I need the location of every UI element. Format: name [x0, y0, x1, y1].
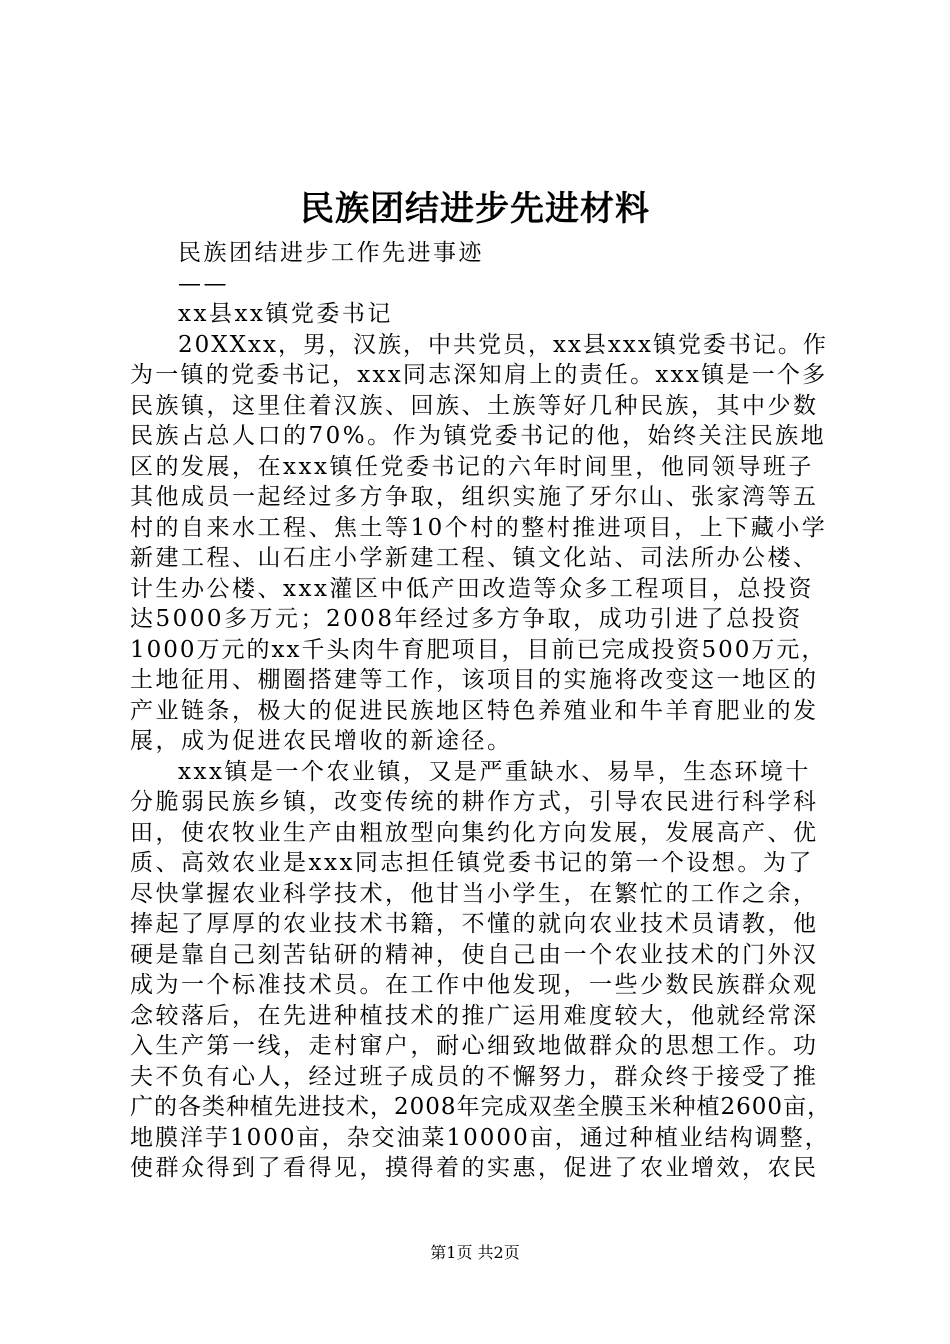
paragraph-line: 成为一个标准技术员。在工作中他发现，一些少数民族群众观	[130, 972, 819, 998]
document-title: 民族团结进步先进材料	[300, 189, 650, 229]
author-line: xx县xx镇党委书记	[178, 301, 393, 327]
paragraph-line: 硬是靠自己刻苦钻研的精神，使自己由一个农业技术的门外汉	[130, 941, 819, 968]
paragraph-line: 尽快掌握农业科学技术，他甘当小学生，在繁忙的工作之余，	[130, 880, 819, 907]
paragraph-line: 产业链条，极大的促进民族地区特色养殖业和牛羊育肥业的发	[130, 697, 819, 724]
paragraph-line: 计生办公楼、xxx灌区中低产田改造等众多工程项目，总投资	[130, 575, 814, 602]
paragraph-line: 民族占总人口的70%。作为镇党委书记的他，始终关注民族地	[130, 423, 827, 449]
paragraph-line: 入生产第一线，走村窜户，耐心细致地做群众的思想工作。功	[130, 1033, 819, 1059]
document-body	[130, 238, 830, 1184]
paragraph-line: 展，成为促进农民增收的新途径。	[130, 728, 513, 754]
paragraph-line: 质、高效农业是xxx同志担任镇党委书记的第一个设想。为了	[130, 850, 814, 876]
paragraph-line: 捧起了厚厚的农业技术书籍，不懂的就向农业技术员请教，他	[130, 911, 819, 937]
paragraph-line: 地膜洋芋1000亩，杂交油菜10000亩，通过种植业结构调整，	[130, 1124, 830, 1151]
paragraph-line: 广的各类种植先进技术，2008年完成双垄全膜玉米种植2600亩，	[130, 1094, 832, 1120]
paragraph-line: xxx镇是一个农业镇，又是严重缺水、易旱，生态环境十	[178, 758, 811, 785]
paragraph-line: 新建工程、山石庄小学新建工程、镇文化站、司法所办公楼、	[130, 545, 819, 571]
paragraph-line: 其他成员一起经过多方争取，组织实施了牙尔山、张家湾等五	[130, 484, 819, 510]
paragraph-line: 夫不负有心人，经过班子成员的不懈努力，群众终于接受了推	[130, 1063, 819, 1090]
paragraph-line: 为一镇的党委书记，xxx同志深知肩上的责任。xxx镇是一个多	[130, 362, 828, 388]
paragraph-line: 20XXxx，男，汉族，中共党员，xx县xxx镇党委书记。作	[178, 331, 828, 358]
paragraph-line: 田，使农牧业生产由粗放型向集约化方向发展，发展高产、优	[130, 819, 819, 846]
paragraph-line: 1000万元的xx千头肉牛育肥项目，目前已完成投资500万元，	[130, 636, 827, 663]
paragraph-line: 民族镇，这里住着汉族、回族、土族等好几种民族，其中少数	[130, 392, 819, 419]
page-footer: 第1页 共2页	[430, 1243, 520, 1262]
paragraph-line: 达5000多万元；2008年经过多方争取，成功引进了总投资	[130, 606, 803, 632]
paragraph-line: 区的发展，在xxx镇任党委书记的六年时间里，他同领导班子	[130, 453, 814, 480]
paragraph-line: 念较落后，在先进种植技术的推广运用难度较大，他就经常深	[130, 1002, 819, 1029]
subtitle: 民族团结进步工作先进事迹	[178, 240, 484, 266]
paragraph-line: 使群众得到了看得见，摸得着的实惠，促进了农业增效，农民	[130, 1155, 819, 1181]
paragraph-2	[130, 757, 830, 1184]
paragraph-line: 土地征用、棚圈搭建等工作，该项目的实施将改变这一地区的	[130, 667, 819, 693]
paragraph-1	[130, 330, 830, 757]
subtitle-dash: ——	[178, 270, 229, 297]
paragraph-line: 村的自来水工程、焦土等10个村的整村推进项目，上下藏小学	[130, 514, 828, 541]
paragraph-line: 分脆弱民族乡镇，改变传统的耕作方式，引导农民进行科学科	[130, 789, 819, 815]
